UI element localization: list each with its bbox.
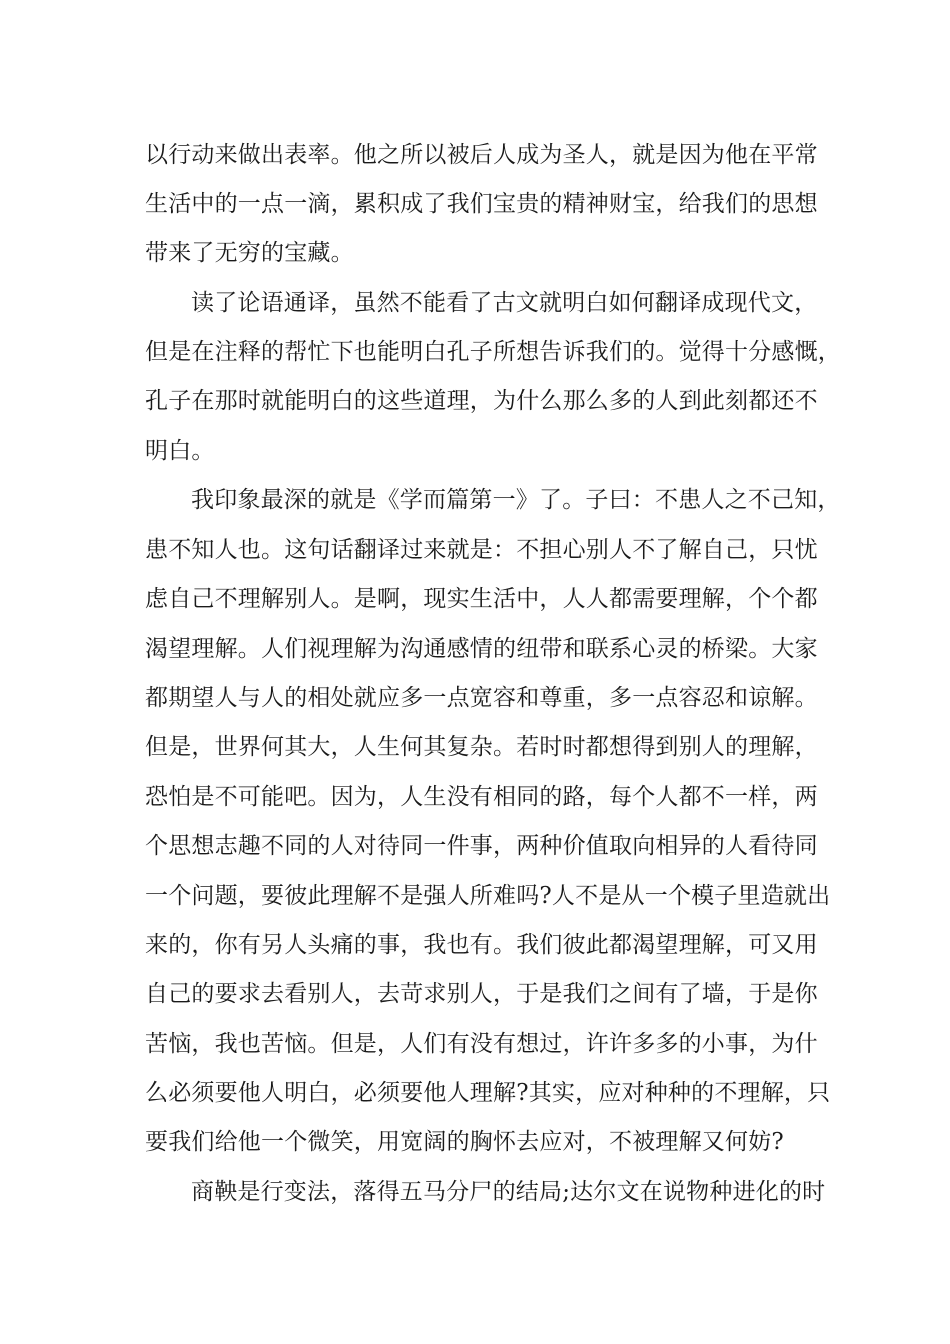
paragraph-1-line-3: 带来了无穷的宝藏。 <box>145 240 354 266</box>
paragraph-2-line-4: 明白。 <box>145 438 215 464</box>
paragraph-3-line-11: 自己的要求去看别人，去苛求别人，于是我们之间有了墙，于是你 <box>145 981 818 1007</box>
paragraph-3-line-4: 渴望理解。人们视理解为沟通感情的纽带和联系心灵的桥梁。大家 <box>145 636 818 662</box>
paragraph-3-line-2: 患不知人也。这句话翻译过来就是：不担心别人不了解自己，只忧 <box>145 537 818 563</box>
paragraph-3-line-9: 一个问题，要彼此理解不是强人所难吗?人不是从一个模子里造就出 <box>145 883 831 909</box>
paragraph-3-line-5: 都期望人与人的相处就应多一点宽容和尊重，多一点容忍和谅解。 <box>145 685 818 711</box>
paragraph-1-line-1: 以行动来做出表率。他之所以被后人成为圣人，就是因为他在平常 <box>145 142 818 168</box>
paragraph-2-line-3: 孔子在那时就能明白的这些道理，为什么那么多的人到此刻都还不 <box>145 388 818 414</box>
paragraph-1-line-2: 生活中的一点一滴，累积成了我们宝贵的精神财宝，给我们的思想 <box>145 191 818 217</box>
paragraph-3-line-6: 但是，世界何其大，人生何其复杂。若时时都想得到别人的理解， <box>145 734 818 760</box>
paragraph-3-line-12: 苦恼，我也苦恼。但是，人们有没有想过，许许多多的小事，为什 <box>145 1031 818 1057</box>
paragraph-3-line-13: 么必须要他人明白，必须要他人理解?其实，应对种种的不理解，只 <box>145 1080 831 1106</box>
paragraph-2-line-1: 读了论语通译，虽然不能看了古文就明白如何翻译成现代文， <box>191 290 818 316</box>
paragraph-3-line-1: 我印象最深的就是《学而篇第一》了。子曰：不患人之不己知， <box>191 487 841 513</box>
paragraph-3-line-14: 要我们给他一个微笑，用宽阔的胸怀去应对，不被理解又何妨? <box>145 1129 784 1155</box>
paragraph-3-line-8: 个思想志趣不同的人对待同一件事，两种价值取向相异的人看待同 <box>145 833 818 859</box>
paragraph-3-line-7: 恐怕是不可能吧。因为，人生没有相同的路，每个人都不一样，两 <box>145 784 818 810</box>
paragraph-3-line-10: 来的，你有另人头痛的事，我也有。我们彼此都渴望理解，可又用 <box>145 932 818 958</box>
paragraph-4-line-1: 商鞅是行变法，落得五马分尸的结局;达尔文在说物种进化的时 <box>191 1179 826 1205</box>
paragraph-3-line-3: 虑自己不理解别人。是啊，现实生活中，人人都需要理解，个个都 <box>145 586 818 612</box>
paragraph-2-line-2: 但是在注释的帮忙下也能明白孔子所想告诉我们的。觉得十分感慨， <box>145 339 841 365</box>
